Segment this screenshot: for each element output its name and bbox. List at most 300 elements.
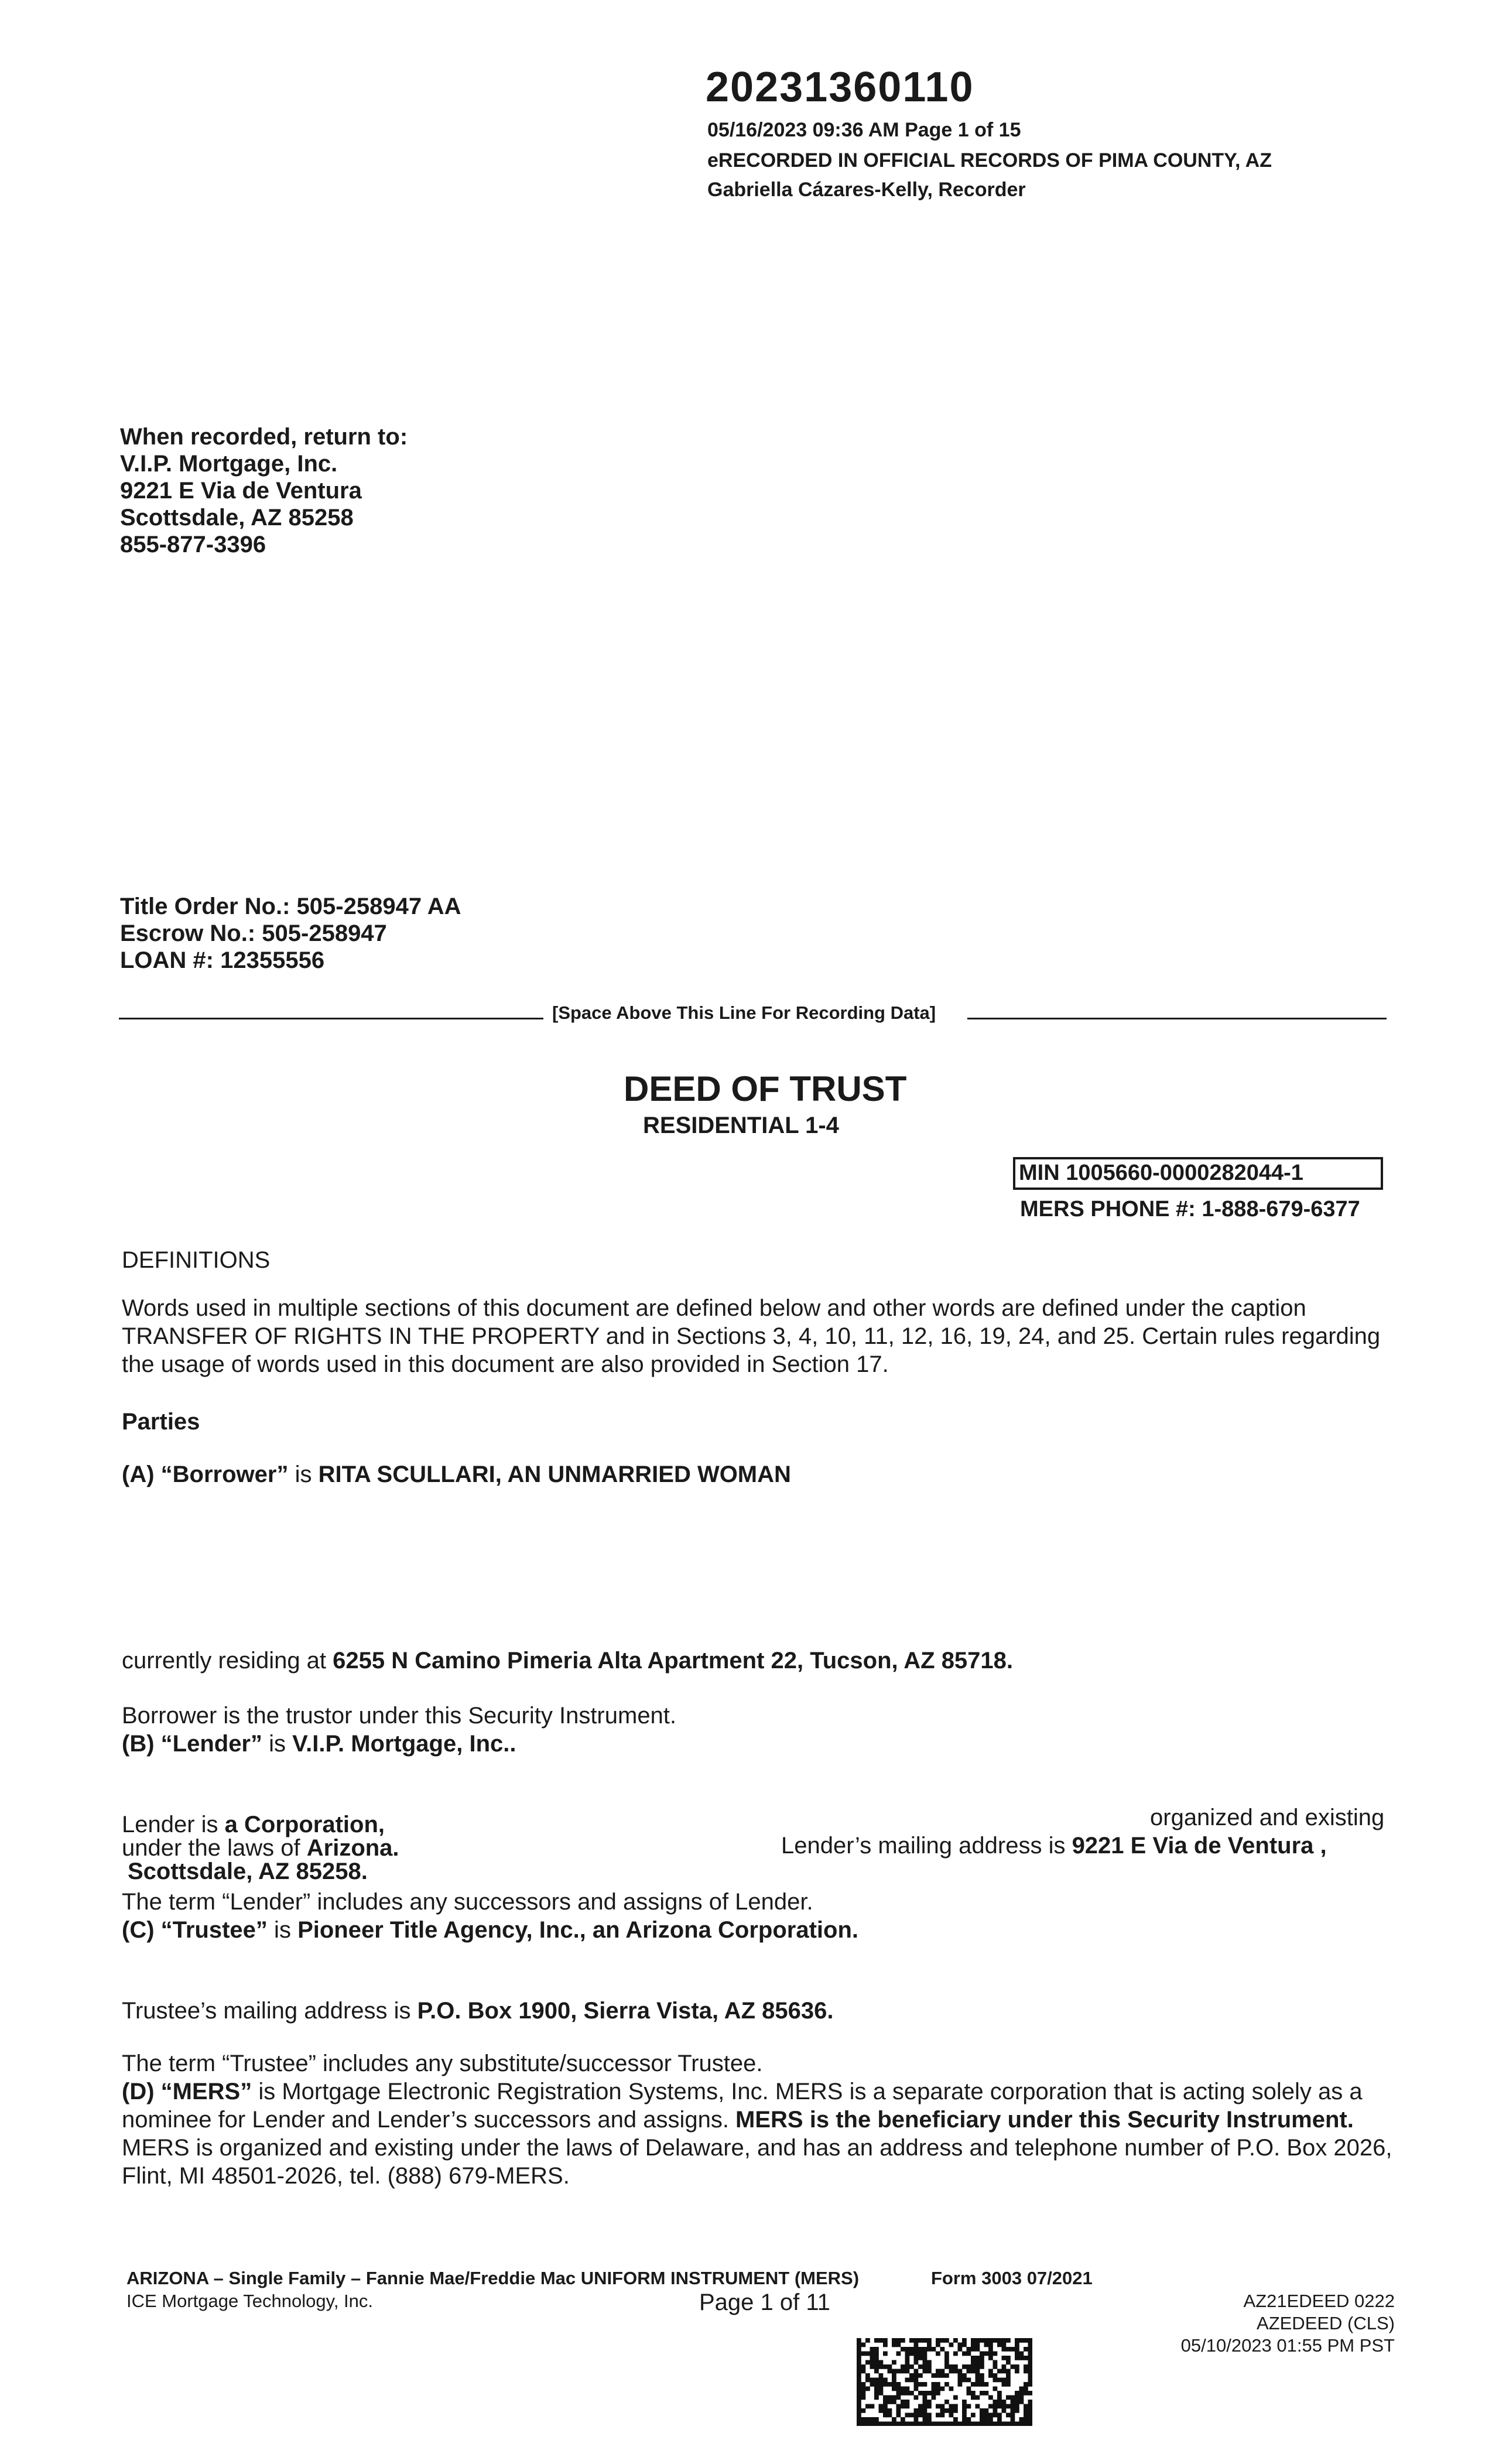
barcode-module [923,2391,928,2395]
barcode-module [905,2387,910,2391]
barcode-module [892,2387,896,2391]
barcode-module [896,2395,901,2400]
barcode-module [993,2422,998,2427]
barcode-module [1006,2422,1011,2427]
barcode-module [1028,2391,1033,2395]
barcode-module [932,2347,936,2352]
borrower-is: is [288,1462,319,1487]
barcode-module [865,2378,870,2383]
barcode-module [883,2364,888,2369]
barcode-module [984,2391,989,2395]
barcode-module [967,2417,971,2422]
barcode-module [918,2382,923,2387]
barcode-module [1011,2417,1015,2422]
return-to-name: V.I.P. Mortgage, Inc. [120,451,338,477]
barcode-module [976,2382,980,2387]
barcode-module [997,2413,1002,2418]
barcode-module [1019,2417,1024,2422]
barcode-module [870,2356,875,2360]
barcode-module [953,2422,958,2427]
barcode-module [888,2422,892,2427]
barcode-module [914,2413,919,2418]
recording-separator-line-right [967,1018,1387,1019]
barcode-module [1028,2347,1033,2352]
barcode-module [993,2408,998,2413]
loan-number: LOAN #: 12355556 [120,947,325,973]
barcode-module [1006,2369,1011,2374]
barcode-module [883,2343,888,2347]
barcode-module [971,2369,976,2374]
barcode-module [997,2404,1002,2409]
barcode-module [861,2395,866,2400]
escrow-number: Escrow No.: 505-258947 [120,920,387,946]
barcode-module [896,2404,901,2409]
barcode-module [976,2360,980,2365]
barcode-image [857,2338,1032,2426]
barcode-module [962,2364,967,2369]
barcode-module [874,2360,879,2365]
barcode-module [923,2404,928,2409]
min-number: MIN 1005660-0000282044-1 [1019,1161,1303,1185]
barcode-module [940,2422,945,2427]
barcode-module [914,2369,919,2374]
barcode-module [936,2338,940,2343]
barcode-module [962,2373,967,2378]
barcode-module [905,2378,910,2383]
barcode-module [980,2338,984,2343]
barcode-module [967,2364,971,2369]
barcode-module [883,2395,888,2400]
barcode-module [997,2395,1002,2400]
barcode-module [905,2404,910,2409]
barcode-module [1015,2408,1019,2413]
barcode-module [918,2356,923,2360]
lender-line [122,1730,516,1758]
barcode-module [901,2364,905,2369]
barcode-module [958,2378,963,2383]
lender-mailing-line [781,1832,1327,1860]
barcode-module [870,2347,875,2352]
barcode-module [1002,2347,1007,2352]
barcode-module [1011,2404,1015,2409]
barcode-module [993,2413,998,2418]
barcode-module [980,2364,984,2369]
barcode-module [976,2422,980,2427]
barcode-module [923,2422,928,2427]
barcode-module [980,2417,984,2422]
barcode-module [993,2387,998,2391]
barcode-module [988,2373,993,2378]
barcode-module [1028,2378,1033,2383]
barcode-module [874,2352,879,2356]
barcode-module [879,2364,884,2369]
barcode-module [927,2391,932,2395]
mers-beneficiary-statement: MERS is the beneficiary under this Security Instrument. [735,2107,1354,2133]
barcode-module [909,2338,914,2343]
lender-laws-prefix: under the laws of [122,1835,307,1861]
barcode-module [883,2404,888,2409]
parties-heading: Parties [122,1409,200,1435]
recording-separator-label: [Space Above This Line For Recording Data] [552,1002,936,1023]
barcode-module [1006,2356,1011,2360]
barcode-module [962,2343,967,2347]
recording-separator-line-left [119,1018,543,1019]
barcode-module [905,2400,910,2404]
barcode-module [971,2413,976,2418]
barcode-module [1011,2347,1015,2352]
barcode-module [988,2352,993,2356]
barcode-module [1006,2382,1011,2387]
barcode-module [976,2395,980,2400]
barcode-module [870,2382,875,2387]
lender-mailing-prefix: Lender’s mailing address is [781,1833,1072,1859]
barcode-module [905,2352,910,2356]
lender-organized-text: organized and existing [1150,1805,1385,1830]
barcode-module [958,2343,963,2347]
barcode-module [888,2395,892,2400]
barcode-module [967,2422,971,2427]
barcode-module [1006,2395,1011,2400]
barcode-module [909,2352,914,2356]
barcode-module [936,2343,940,2347]
barcode-module [953,2369,958,2374]
barcode-module [1006,2413,1011,2418]
barcode-module [980,2408,984,2413]
barcode-module [980,2413,984,2418]
barcode-module [914,2387,919,2391]
barcode-module [967,2347,971,2352]
barcode-module [949,2413,954,2418]
barcode-module [940,2369,945,2374]
barcode-module [988,2338,993,2343]
barcode-module [857,2373,861,2378]
barcode-module [962,2408,967,2413]
barcode-module [1028,2364,1033,2369]
barcode-module [940,2347,945,2352]
barcode-module [936,2404,940,2409]
barcode-module [909,2391,914,2395]
barcode-module [865,2338,870,2343]
barcode-module [971,2360,976,2365]
barcode-module [944,2356,949,2360]
barcode-module [896,2352,901,2356]
barcode-module [1024,2387,1028,2391]
barcode-module [980,2356,984,2360]
barcode-module [953,2395,958,2400]
barcode-module [993,2352,998,2356]
barcode-module [1002,2338,1007,2343]
barcode-module [883,2352,888,2356]
barcode-module [861,2364,866,2369]
barcode-module [944,2364,949,2369]
barcode-module [918,2352,923,2356]
barcode-module [993,2373,998,2378]
barcode-module [1002,2404,1007,2409]
barcode-module [988,2422,993,2427]
barcode-module [949,2404,954,2409]
barcode-module [1006,2378,1011,2383]
barcode-module [984,2417,989,2422]
barcode-module [1011,2400,1015,2404]
barcode-module [896,2422,901,2427]
barcode-module [879,2422,884,2427]
barcode-module [1006,2347,1011,2352]
recording-document-number: 20231360110 [706,64,974,111]
barcode-module [918,2422,923,2427]
barcode-module [896,2408,901,2413]
barcode-module [857,2338,861,2343]
barcode-module [857,2382,861,2387]
barcode-module [892,2360,896,2365]
barcode-module [914,2352,919,2356]
barcode-module [901,2347,905,2352]
mers-label: (D) “MERS” [122,2079,252,2104]
barcode-module [923,2356,928,2360]
barcode-module [874,2417,879,2422]
barcode-module [1024,2364,1028,2369]
definitions-heading: DEFINITIONS [122,1247,271,1273]
barcode-module [936,2391,940,2395]
barcode-module [905,2364,910,2369]
lender-type: a Corporation, [224,1812,385,1837]
barcode-module [944,2352,949,2356]
barcode-module [1015,2369,1019,2374]
barcode-module [958,2422,963,2427]
barcode-module [918,2364,923,2369]
barcode-module [984,2413,989,2418]
barcode-module [923,2352,928,2356]
barcode-module [905,2422,910,2427]
barcode-module [879,2408,884,2413]
barcode-module [914,2338,919,2343]
barcode-module [971,2347,976,2352]
barcode-module [949,2343,954,2347]
barcode-module [984,2338,989,2343]
barcode-module [857,2352,861,2356]
barcode-module [857,2356,861,2360]
barcode-module [971,2343,976,2347]
barcode-module [888,2400,892,2404]
barcode-module [1024,2356,1028,2360]
barcode-module [870,2352,875,2356]
barcode-module [892,2400,896,2404]
barcode-module [914,2378,919,2383]
mers-phone: MERS PHONE #: 1-888-679-6377 [1020,1197,1360,1221]
footer-form-id: AZEDEED (CLS) [1257,2313,1395,2333]
barcode-module [949,2422,954,2427]
barcode-module [857,2400,861,2404]
barcode-module [1019,2352,1024,2356]
barcode-module [909,2413,914,2418]
barcode-module [914,2343,919,2347]
barcode-module [967,2391,971,2395]
barcode-module [914,2360,919,2365]
lender-type-prefix: Lender is [122,1812,225,1837]
barcode-module [927,2338,932,2343]
barcode-module [1002,2369,1007,2374]
barcode-module [962,2417,967,2422]
barcode-module [905,2369,910,2374]
barcode-module [892,2422,896,2427]
barcode-module [923,2338,928,2343]
barcode-module [1011,2408,1015,2413]
barcode-module [918,2413,923,2418]
barcode-module [874,2356,879,2360]
barcode-module [927,2404,932,2409]
barcode-module [927,2364,932,2369]
barcode-module [923,2413,928,2418]
barcode-module [874,2347,879,2352]
barcode-module [944,2422,949,2427]
barcode-module [980,2422,984,2427]
barcode-module [905,2360,910,2365]
return-to-city: Scottsdale, AZ 85258 [120,505,354,531]
barcode-module [1028,2417,1033,2422]
trustee-substitute-note: The term “Trustee” includes any substitute/successor Trustee. [122,2051,763,2076]
barcode-module [993,2404,998,2409]
barcode-module [874,2422,879,2427]
barcode-module [936,2382,940,2387]
return-to-phone: 855-877-3396 [120,532,266,557]
barcode-module [1028,2400,1033,2404]
barcode-module [932,2387,936,2391]
barcode-module [971,2382,976,2387]
barcode-module [857,2404,861,2409]
barcode-module [976,2404,980,2409]
barcode-module [927,2400,932,2404]
barcode-module [962,2338,967,2343]
barcode-module [962,2422,967,2427]
barcode-module [1002,2364,1007,2369]
barcode-module [976,2347,980,2352]
barcode-module [914,2395,919,2400]
barcode-module [936,2422,940,2427]
barcode-module [1024,2382,1028,2387]
lender-state: Arizona. [306,1835,399,1861]
barcode-module [874,2391,879,2395]
barcode-module [888,2369,892,2374]
barcode-module [953,2408,958,2413]
lender-label: (B) “Lender” [122,1731,262,1757]
barcode-module [892,2382,896,2387]
borrower-label: (A) “Borrower” [122,1462,289,1487]
barcode-module [1028,2382,1033,2387]
barcode-module [940,2387,945,2391]
barcode-module [988,2369,993,2374]
borrower-residence-line [122,1647,1013,1675]
barcode-module [857,2395,861,2400]
barcode-module [940,2413,945,2418]
barcode-module [857,2369,861,2374]
barcode-module [949,2364,954,2369]
barcode-module [923,2395,928,2400]
barcode-module [861,2391,866,2395]
barcode-module [870,2364,875,2369]
barcode-module [944,2400,949,2404]
barcode-module [927,2360,932,2365]
barcode-module [857,2387,861,2391]
barcode-module [993,2364,998,2369]
barcode-module [997,2391,1002,2395]
barcode-module [1024,2347,1028,2352]
barcode-module [1011,2364,1015,2369]
trustee-label: (C) “Trustee” [122,1917,268,1943]
recorder-name: Gabriella Cázares-Kelly, Recorder [707,179,1026,201]
footer-page-number: Page 1 of 11 [699,2290,830,2315]
barcode-module [976,2343,980,2347]
barcode-module [997,2369,1002,2374]
barcode-module [980,2352,984,2356]
barcode-module [967,2352,971,2356]
barcode-module [883,2413,888,2418]
barcode-module [1024,2413,1028,2418]
barcode-module [993,2378,998,2383]
barcode-module [1015,2364,1019,2369]
barcode-module [984,2408,989,2413]
barcode-module [993,2400,998,2404]
barcode-module [888,2382,892,2387]
lender-name: V.I.P. Mortgage, Inc.. [292,1731,516,1757]
barcode-module [932,2373,936,2378]
barcode-module [1019,2391,1024,2395]
barcode-module [953,2404,958,2409]
barcode-module [896,2387,901,2391]
barcode-module [1019,2338,1024,2343]
barcode-module [997,2343,1002,2347]
barcode-module [1019,2387,1024,2391]
barcode-module [1028,2422,1033,2427]
barcode-module [1028,2413,1033,2418]
barcode-module [914,2373,919,2378]
barcode-module [993,2360,998,2365]
barcode-module [988,2347,993,2352]
footer-vendor: ICE Mortgage Technology, Inc. [126,2291,374,2311]
barcode-module [1024,2408,1028,2413]
barcode-module [993,2338,998,2343]
barcode-module [971,2364,976,2369]
barcode-module [857,2347,861,2352]
barcode-module [905,2391,910,2395]
barcode-module [967,2404,971,2409]
barcode-module [923,2360,928,2365]
trustee-name: Pioneer Title Agency, Inc., an Arizona Corporation. [297,1917,858,1943]
barcode-module [988,2356,993,2360]
barcode-module [976,2373,980,2378]
lender-mailing-city: Scottsdale, AZ 85258. [128,1859,368,1884]
barcode-module [861,2387,866,2391]
barcode-module [870,2417,875,2422]
barcode-module [918,2373,923,2378]
barcode-module [1015,2391,1019,2395]
barcode-module [874,2364,879,2369]
barcode-module [857,2417,861,2422]
barcode-module [923,2408,928,2413]
barcode-module [874,2395,879,2400]
barcode-module [997,2422,1002,2427]
trustee-line [122,1916,858,1944]
barcode-module [914,2347,919,2352]
barcode-module [874,2387,879,2391]
barcode-module [857,2378,861,2383]
barcode-module [1028,2404,1033,2409]
barcode-module [901,2400,905,2404]
barcode-module [936,2387,940,2391]
barcode-module [865,2417,870,2422]
barcode-module [980,2360,984,2365]
barcode-module [1006,2404,1011,2409]
barcode-module [984,2422,989,2427]
barcode-module [901,2404,905,2409]
